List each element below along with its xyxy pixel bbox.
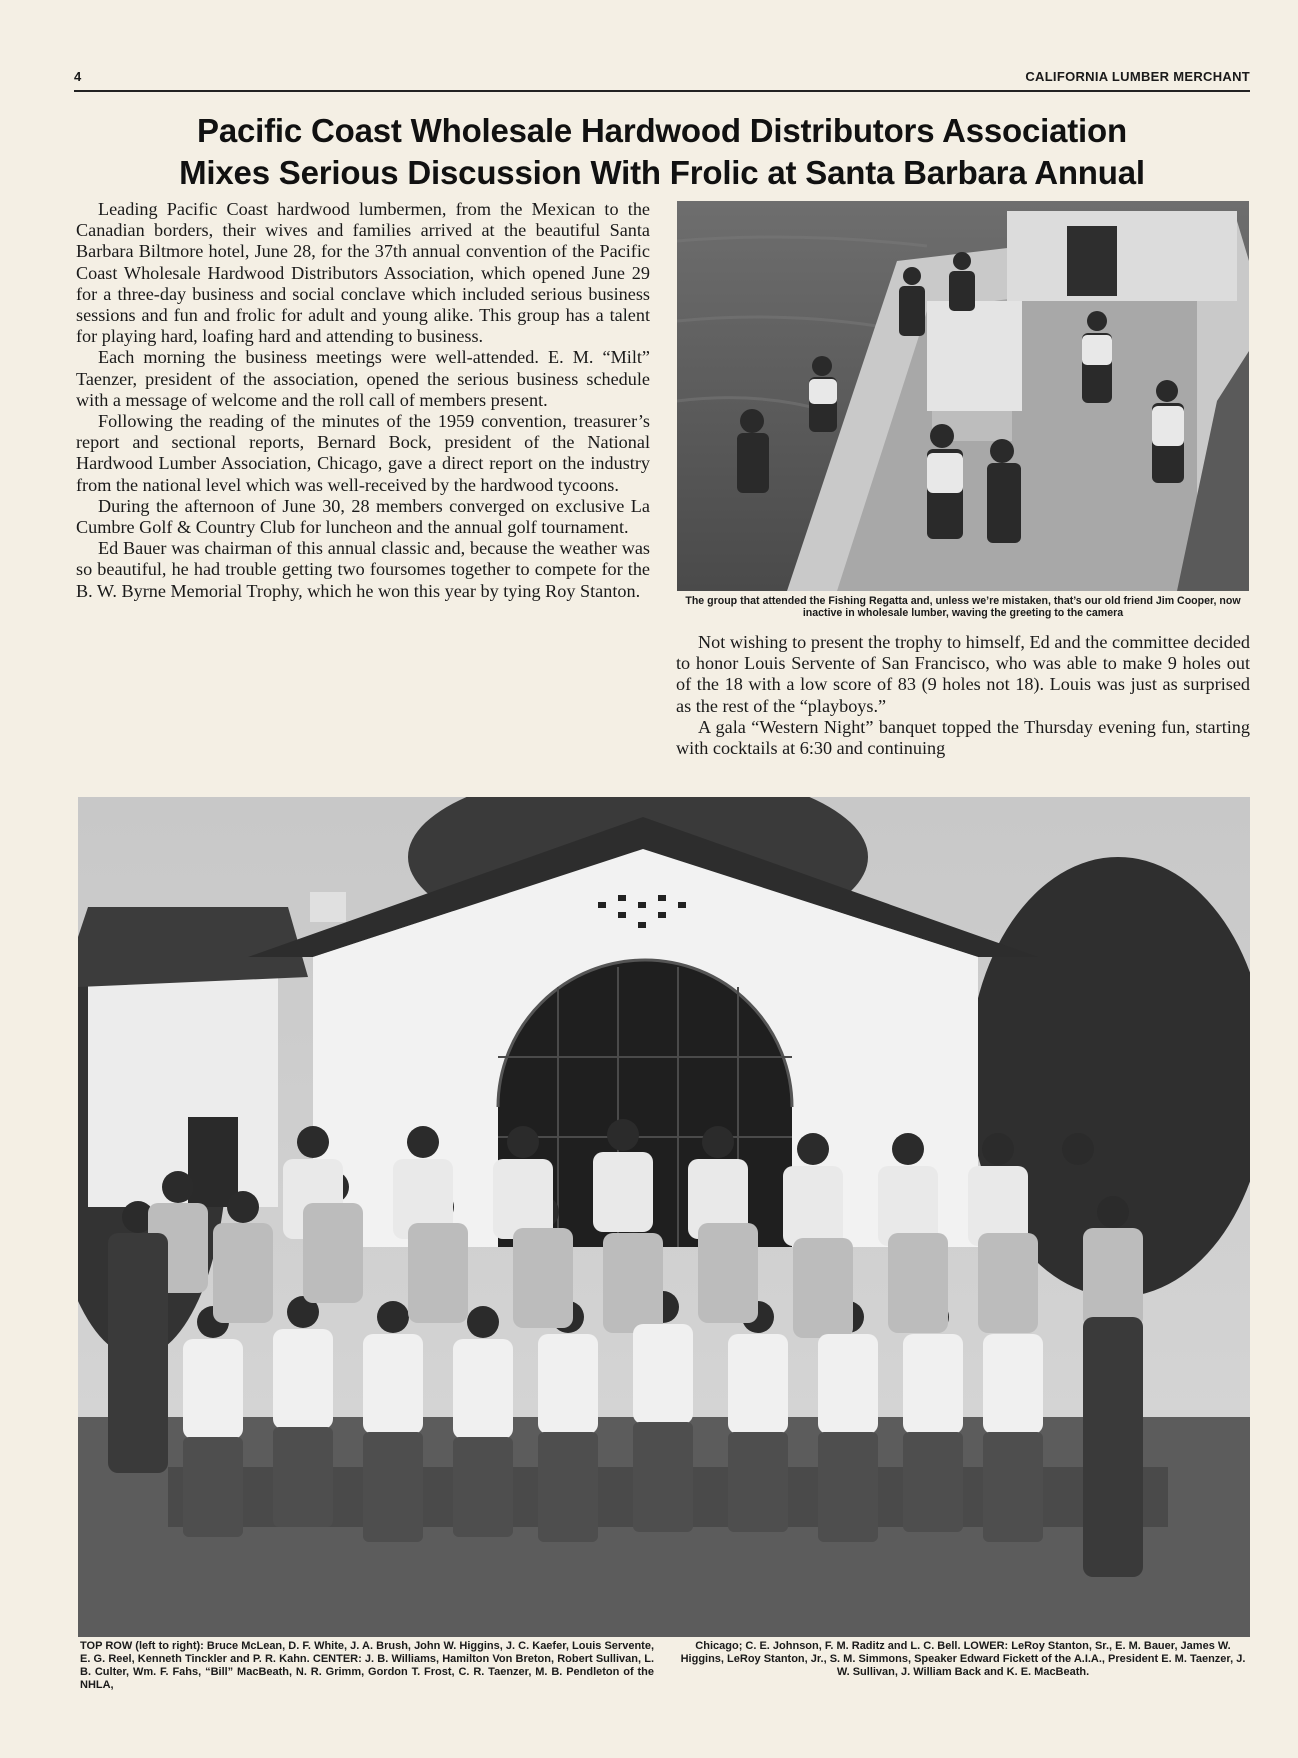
group-photo [78,797,1250,1637]
article-paragraph: Leading Pacific Coast hardwood lumbermen, from the Mexican to the Canadian borders, their wives and families arrived at the beautiful Santa Barbara Biltmore hotel, June 28, for the 37th annual convention of the Pacific Coast Wholesale Hardwood Distributors Association, which opened June 29 for a three-day business and social conclave which included serious business sessions and fun and frolic for adult and young alike. This group has a talent for playing hard, loafing hard and attending to business. [76,199,650,347]
group-photo-illustration [78,797,1250,1637]
fishing-regatta-illustration [677,201,1249,591]
headline-line-1: Pacific Coast Wholesale Hardwood Distributors Association [197,112,1127,149]
article-paragraph: Following the reading of the minutes of the 1959 convention, treasurer’s report and sectional reports, Bernard Bock, president of the National Hardwood Lumber Association, Chicago, gave a direct report on the industry from the national level which was well-received by the hardwood tycoons. [76,411,650,495]
group-photo-caption-left: TOP ROW (left to right): Bruce McLean, D. F. White, J. A. Brush, John W. Higgins, J. C. Kaefer, Louis Servente, E. G. Reel, Kenneth Tinckler and P. R. Kahn. CENTER: J. B. Williams, Hamilton Von Breton, Robert Sullivan, L. B. Culter, Wm. F. Fahs, “Bill” MacBeath, N. R. Grimm, Gordon T. Frost, C. R. Taenzer, M. B. Pendleton of the NHLA, [80,1640,654,1691]
article-paragraph: Ed Bauer was chairman of this annual classic and, because the weather was so beautiful, he had trouble getting two foursomes together to compete for the B. W. Byrne Memorial Trophy, which he won this year by tying Roy Stanton. [76,538,650,601]
article-headline [74,110,1250,194]
article-paragraph: Not wishing to present the trophy to himself, Ed and the committee decided to honor Louis Servente of San Francisco, who was able to make 9 holes out of the 18 with a low score of 83 (9 holes not 18). Louis was just as surprised as the rest of the “playboys.” [676,632,1250,716]
group-photo-caption-right: Chicago; C. E. Johnson, F. M. Raditz and L. C. Bell. LOWER: LeRoy Stanton, Sr., E. M. Bauer, James W. Higgins, LeRoy Stanton, Jr., S. M. Simmons, Speaker Edward Fickett of the A.I.A., President E. M. Taenzer, J. W. Sullivan, J. William Back and K. E. MacBeath. [680,1640,1246,1678]
article-column-left [76,199,650,602]
page-number: 4 [74,69,82,84]
page-header [74,66,1250,92]
article-paragraph: During the afternoon of June 30, 28 members converged on exclusive La Cumbre Golf & Country Club for luncheon and the annual golf tournament. [76,495,650,538]
fishing-photo-caption: The group that attended the Fishing Regatta and, unless we’re mistaken, that’s our old friend Jim Cooper, now inactive in wholesale lumber, waving the greeting to the camera [685,595,1241,619]
headline-line-2: Mixes Serious Discussion With Frolic at Santa Barbara Annual [179,154,1145,191]
article-column-right [676,632,1250,759]
article-paragraph: A gala “Western Night” banquet topped the Thursday evening fun, starting with cocktails at 6:30 and continuing [676,716,1250,759]
fishing-regatta-photo [677,201,1249,591]
publication-title: CALIFORNIA LUMBER MERCHANT [1025,69,1250,84]
article-paragraph: Each morning the business meetings were well-attended. E. M. “Milt” Taenzer, president of the association, opened the serious business schedule with a message of welcome and the roll call of members present. [76,347,650,410]
